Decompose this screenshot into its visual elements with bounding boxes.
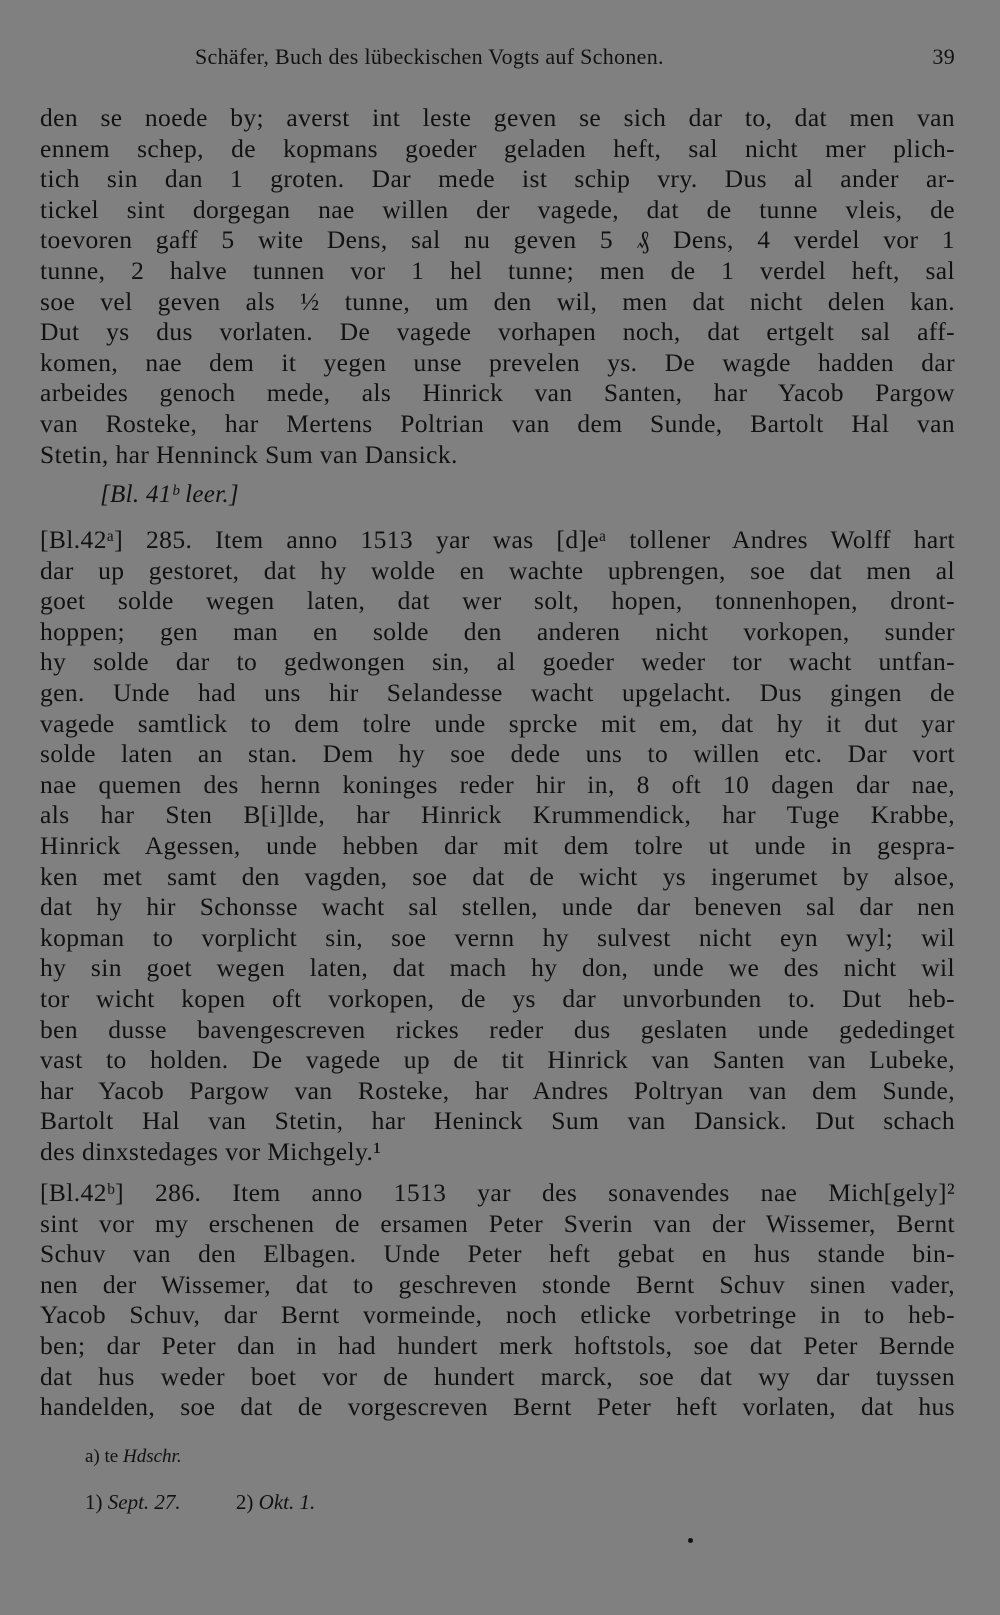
text-line: dat hus weder boet vor de hundert marck, soe dat wy dar tuyssen: [40, 1361, 955, 1391]
text-line: vast to holden. De vagede up de tit Hinrick van Santen van Lubeke,: [40, 1045, 955, 1075]
text-line: tich sin dan 1 groten. Dar mede ist schip vry. Dus al ander ar-: [40, 164, 955, 194]
text-line: har Yacob Pargow van Rosteke, har Andres Poltryan van dem Sunde,: [40, 1075, 955, 1105]
text-line: hoppen; gen man en solde den anderen nicht vorkopen, sunder: [40, 616, 955, 646]
paragraph-1: [40, 103, 955, 470]
text-line: des dinxstedages vor Michgely.¹: [40, 1136, 382, 1166]
text-line: nae quemen des hernn koninges reder hir in, 8 oft 10 dagen dar nae,: [40, 769, 955, 799]
text-line: arbeides genoch mede, als Hinrick van Santen, har Yacob Pargow: [40, 378, 955, 408]
text-line: ken met samt den vagden, soe dat de wicht ys ingerumet by alsoe,: [40, 861, 955, 891]
text-line: gen. Unde had uns hir Selandesse wacht upgelacht. Dus gingen de: [40, 677, 955, 707]
text-line: dar up gestoret, dat hy wolde en wachte upbrengen, soe dat men al: [40, 555, 955, 585]
text-line: hy solde dar to gedwongen sin, al goeder weder tor wacht untfan-: [40, 647, 955, 677]
text-line: kopman to vorplicht sin, soe vernn hy sulvest nicht eyn wyl; wil: [40, 922, 955, 952]
page-number: 39: [932, 44, 955, 69]
footnote-1-text: Sept. 27.: [107, 1490, 181, 1514]
text-line: Stetin, har Henninck Sum van Dansick.: [40, 439, 458, 469]
text-line: als har Sten B[i]lde, har Hinrick Krummendick, har Tuge Krabbe,: [40, 800, 955, 830]
paragraph-286: [40, 1178, 955, 1423]
footnote-1-marker: 1): [85, 1490, 103, 1514]
footnote-source: Hdschr.: [122, 1446, 182, 1467]
text-line: Bartolt Hal van Stetin, har Heninck Sum van Dansick. Dut schach: [40, 1106, 955, 1136]
text-line: vagede samtlick to dem tolre unde sprcke mit em, dat hy it dut yar: [40, 708, 955, 738]
ink-dot: [688, 1538, 693, 1543]
text-line: sint vor my erschenen de ersamen Peter Sverin van der Wissemer, Bernt: [40, 1208, 955, 1238]
text-line: dat hy hir Schonsse wacht sal stellen, unde dar beneven sal dar nen: [40, 892, 955, 922]
text-line: den se noede by; averst int leste geven se sich dar to, dat men van: [40, 103, 955, 132]
text-line: van Rosteke, har Mertens Poltrian van dem Sunde, Bartolt Hal van: [40, 408, 955, 438]
text-line: ennem schep, de kopmans goeder geladen heft, sal nicht mer plich-: [40, 133, 955, 163]
text-line: [Bl.42ᵇ] 286. Item anno 1513 yar des sonavendes nae Mich[gely]²: [40, 1178, 955, 1207]
footnote-1: [85, 1490, 186, 1514]
footnote-2-marker: 2): [235, 1490, 254, 1514]
footnote-2: [236, 1490, 315, 1514]
text-line: tickel sint dorgegan nae willen der vagede, dat de tunne vleis, de: [40, 194, 955, 224]
text-line: komen, nae dem it yegen unse prevelen ys. De wagde hadden dar: [40, 347, 955, 377]
text-line: Schuv van den Elbagen. Unde Peter heft gebat en hus stande bin-: [40, 1239, 955, 1269]
text-line: ben dusse bavengescreven rickes reder dus geslaten unde gededinget: [40, 1014, 955, 1044]
text-line: goet solde wegen laten, dat wer solt, hopen, tonnenhopen, dront-: [40, 586, 955, 616]
running-header: [195, 44, 955, 70]
text-line: [Bl.42ᵃ] 285. Item anno 1513 yar was [d]eᵃ tollener Andres Wolff hart: [40, 525, 955, 554]
text-line: Hinrick Agessen, unde hebben dar mit dem tolre ut unde in gespra-: [40, 830, 955, 860]
textual-footnote: [85, 1446, 182, 1468]
running-title: Schäfer, Buch des lübeckischen Vogts auf Schonen.: [195, 44, 664, 69]
leaf-note: [Bl. 41ᵇ leer.]: [100, 481, 239, 508]
text-line: solde laten an stan. Dem hy soe dede uns to willen etc. Dar vort: [40, 739, 955, 769]
text-line: tor wicht kopen oft vorkopen, de ys dar unvorbunden to. Dut heb-: [40, 983, 955, 1013]
text-line: soe vel geven als ½ tunne, um den wil, men dat nicht delen kan.: [40, 286, 955, 316]
text-line: ben; dar Peter dan in had hundert merk hoftstols, soe dat Peter Bernde: [40, 1330, 955, 1360]
footnote-2-text: Okt. 1.: [258, 1490, 316, 1514]
text-line: toevoren gaff 5 wite Dens, sal nu geven 5 ₰ Dens, 4 verdel vor 1: [40, 225, 955, 255]
text-line: Yacob Schuv, dar Bernt vormeinde, noch etlicke vorbetringe in to heb-: [40, 1300, 955, 1330]
text-line: hy sin goet wegen laten, dat mach hy don, unde we des nicht wil: [40, 953, 955, 983]
paragraph-285: [40, 525, 955, 1167]
text-line: tunne, 2 halve tunnen vor 1 hel tunne; men de 1 verdel heft, sal: [40, 255, 955, 285]
text-line: handelden, soe dat de vorgescreven Bernt Peter heft vorlaten, dat hus: [40, 1392, 955, 1422]
text-line: Dut ys dus vorlaten. De vagede vorhapen noch, dat ertgelt sal aff-: [40, 317, 955, 347]
text-line: nen der Wissemer, dat to geschreven stonde Bernt Schuv sinen vader,: [40, 1269, 955, 1299]
footnote-marker: a) te: [85, 1446, 119, 1467]
date-footnotes: [85, 1490, 315, 1515]
